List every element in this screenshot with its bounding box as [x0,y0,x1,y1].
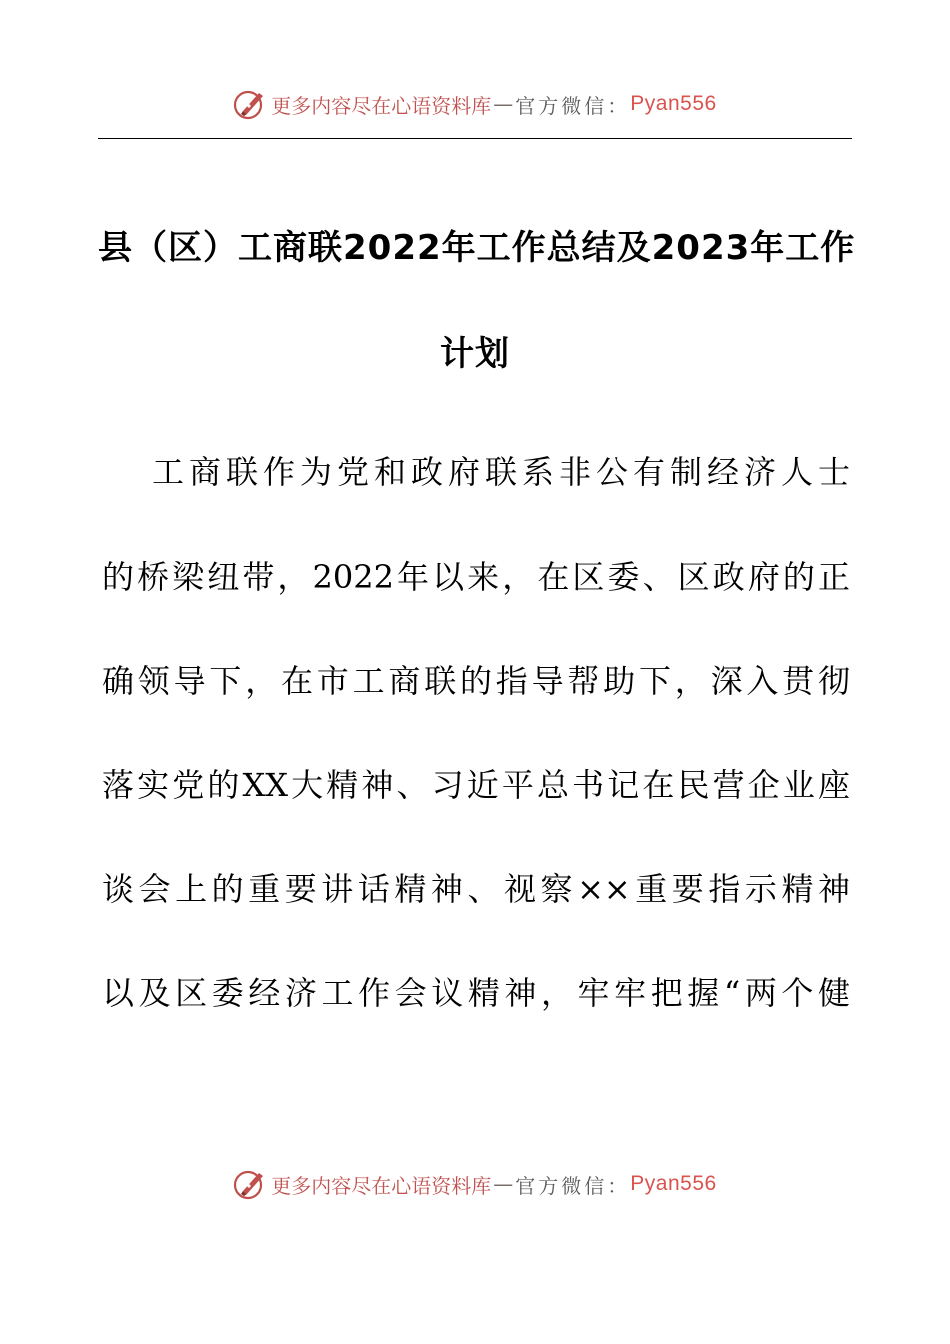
banner-wechat-id: Pyan556 [630,92,717,115]
body-line-6: 以及区委经济工作会议精神，牢牢把握“两个健 [102,974,850,1012]
header-banner [0,84,950,124]
body-line-1: 工商联作为党和政府联系非公有制经济人士 [152,453,850,491]
footer-banner [0,1164,950,1204]
banner-separator: — [493,92,514,116]
banner-brand-text: 更多内容尽在心语资料库 [271,1173,492,1198]
body-line-5: 谈会上的重要讲话精神、视察××重要指示精神 [102,870,850,908]
banner-wechat-label: 官方微信： [515,1173,631,1198]
banner-wechat-id: Pyan556 [630,1172,717,1195]
document-title-line-1: 县（区）工商联2022年工作总结及2023年工作 [98,228,856,268]
banner-brand-text: 更多内容尽在心语资料库 [271,93,492,118]
banner-wechat-label: 官方微信： [515,93,631,118]
body-line-3: 确领导下，在市工商联的指导帮助下，深入贯彻 [102,662,850,700]
banner-separator: — [493,1172,514,1196]
document-title-line-2: 计划 [440,334,510,374]
body-line-2: 的桥梁纽带，2022年以来，在区委、区政府的正 [102,558,850,596]
pen-nib-logo-icon [233,87,267,121]
body-line-4: 落实党的XX大精神、习近平总书记在民营企业座 [102,766,850,804]
header-divider [98,138,852,139]
pen-nib-logo-icon [233,1167,267,1201]
